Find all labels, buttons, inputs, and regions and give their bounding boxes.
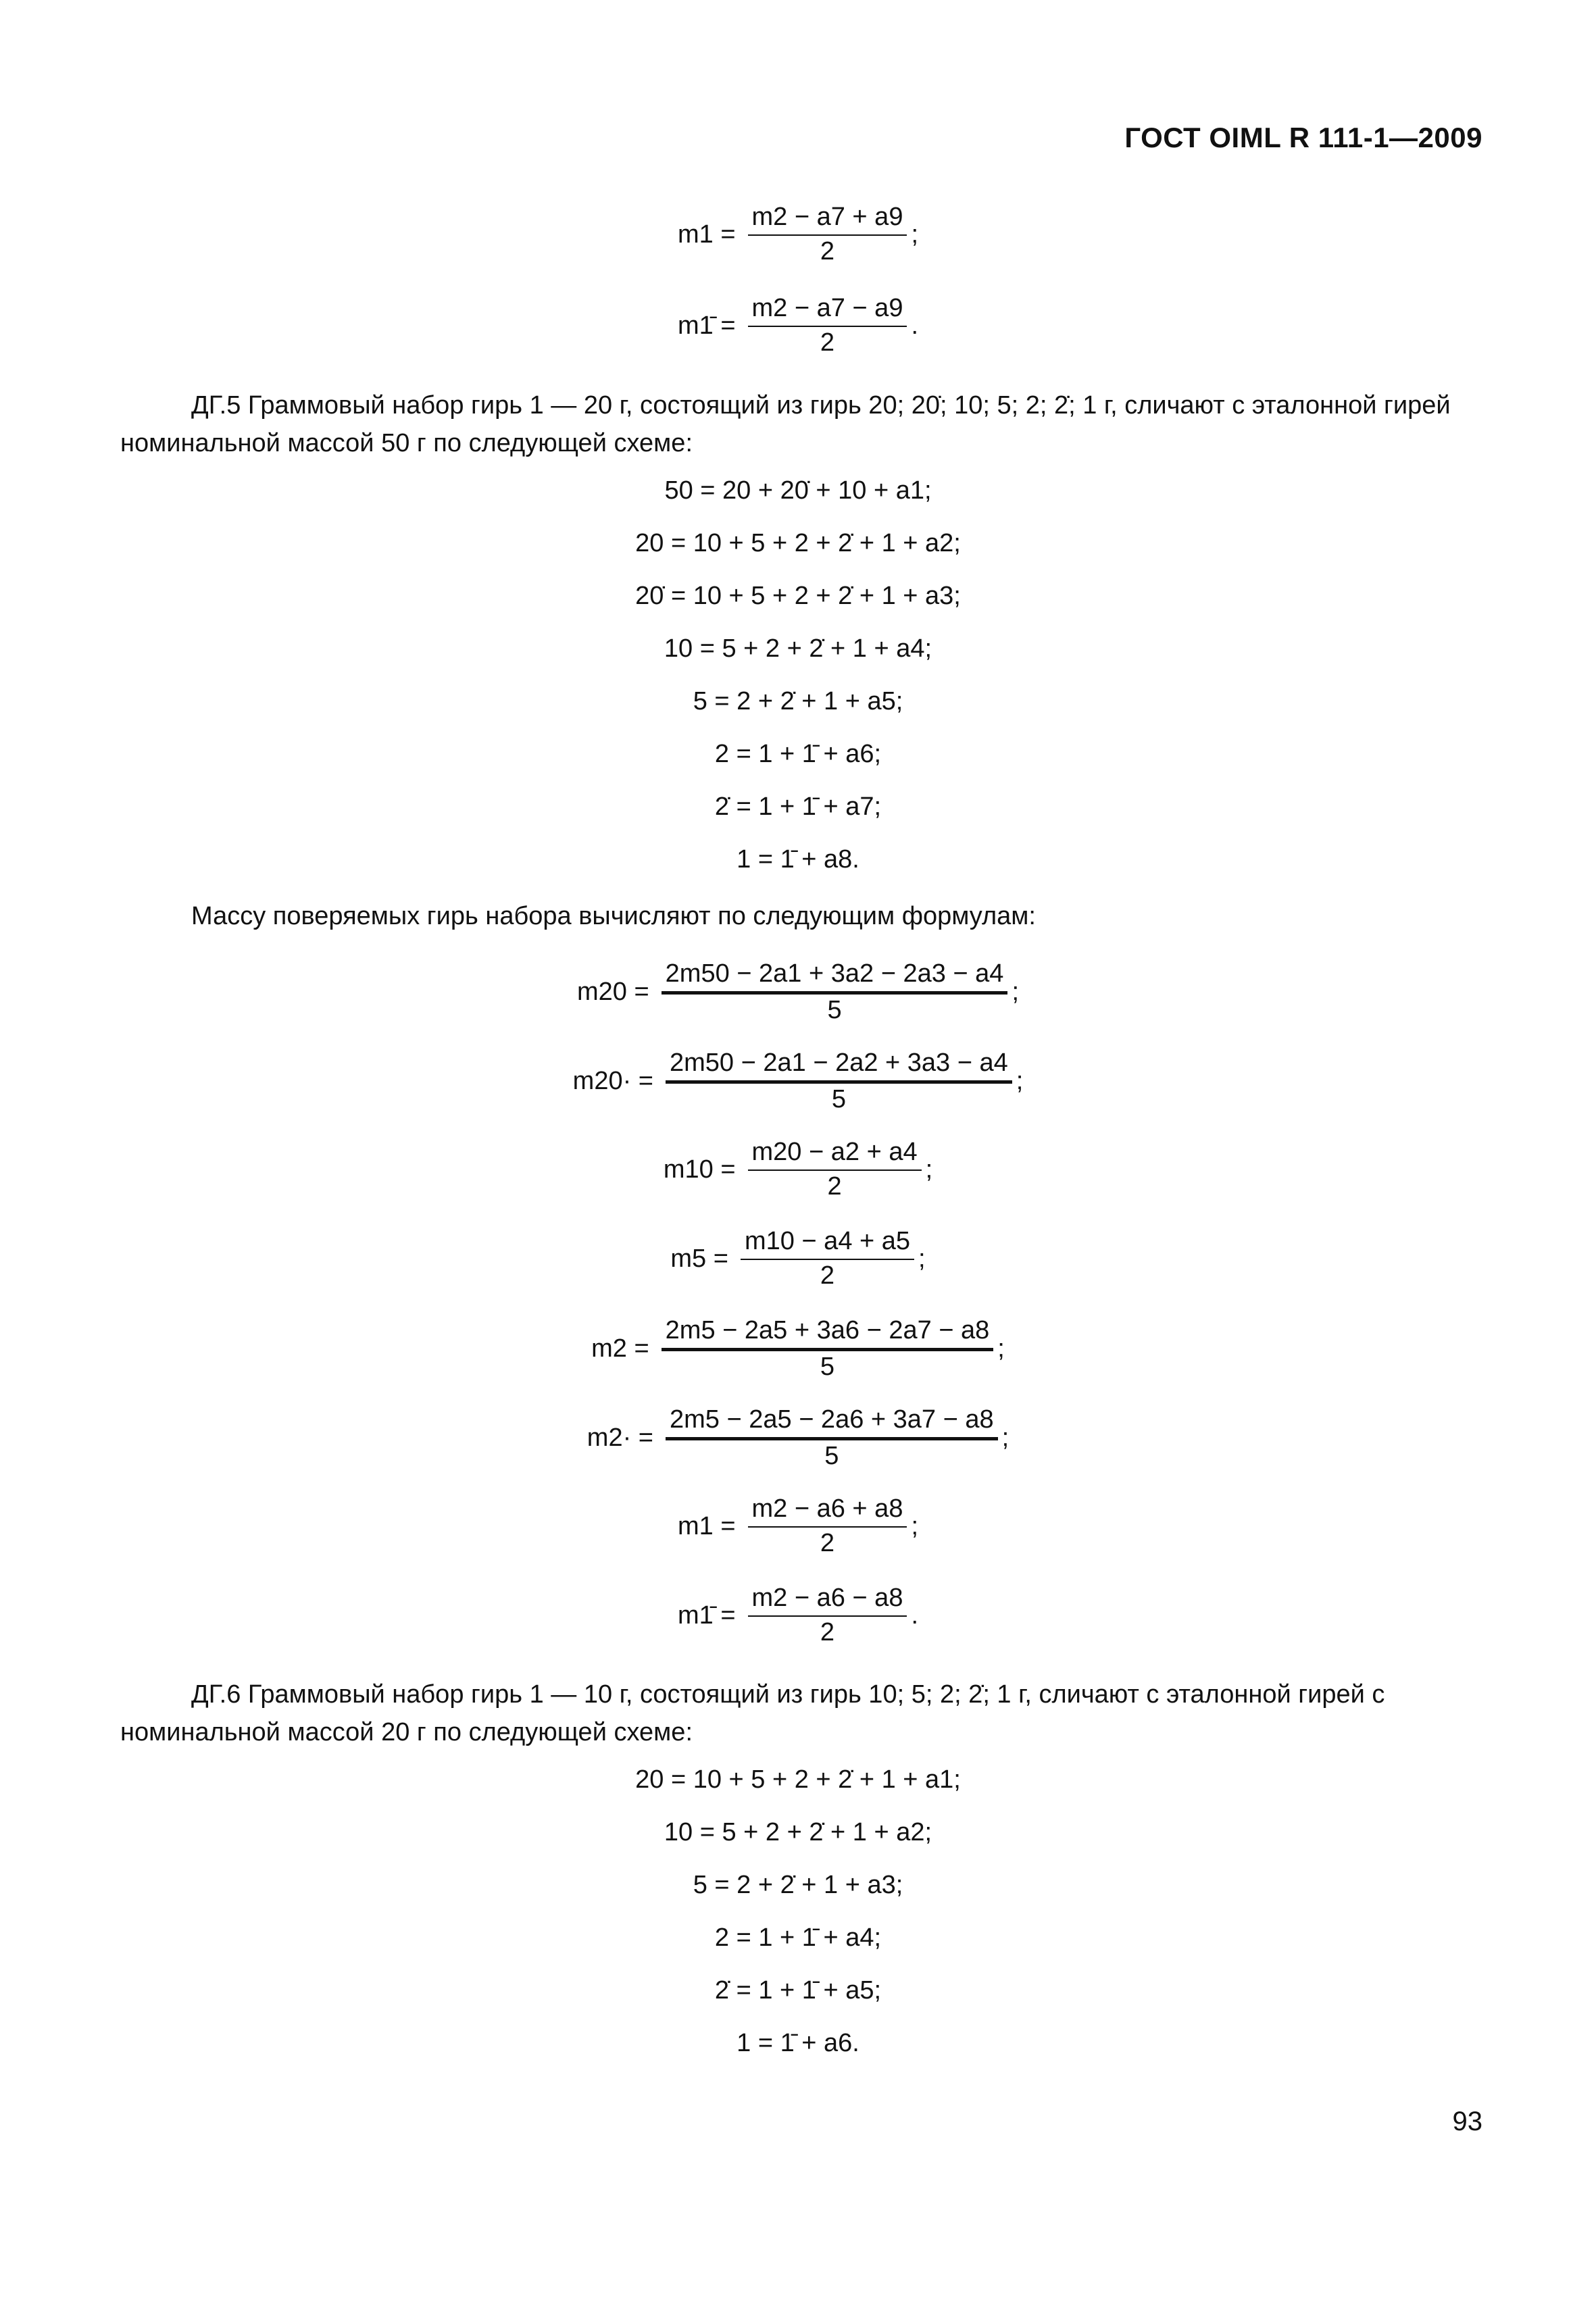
formula-lhs: m2 = [591, 1334, 649, 1363]
scheme-equation: 5 = 2 + 2̇ + 1 + a5; [693, 687, 903, 715]
formula-m1 [0, 203, 1596, 266]
fraction-numerator: m2 − a7 − a9 [748, 294, 907, 327]
scheme-equation: 2 = 1 + 1̄ + a6; [714, 740, 882, 768]
fraction-numerator: 2m50 − 2a1 + 3a2 − 2a3 − a4 [662, 959, 1008, 995]
fraction-numerator: 2m50 − 2a1 − 2a2 + 3a3 − a4 [666, 1049, 1012, 1084]
formula-punct: ; [1016, 1067, 1024, 1095]
formula-punct: . [911, 311, 919, 340]
formula-punct: ; [1012, 978, 1019, 1006]
fraction [748, 294, 907, 357]
document-header: ГОСТ OIML R 111-1—2009 [1124, 122, 1482, 153]
fraction-numerator: 2m5 − 2a5 − 2a6 + 3a7 − a8 [666, 1405, 998, 1440]
fraction-denominator: 5 [831, 1085, 846, 1113]
fraction-denominator: 2 [827, 1172, 842, 1201]
formula-lhs: m20 = [577, 978, 649, 1006]
fraction-denominator: 2 [820, 1261, 835, 1290]
formula-m2 [0, 1316, 1596, 1382]
fraction-denominator: 5 [827, 996, 842, 1024]
fraction-denominator: 5 [824, 1442, 839, 1470]
formula-lhs: m20· = [572, 1067, 653, 1095]
fraction-numerator: m2 − a7 + a9 [748, 203, 907, 236]
formula-m2-dot [0, 1405, 1596, 1471]
scheme-equation: 1 = 1̄ + a6. [737, 2029, 859, 2057]
fraction [748, 1494, 907, 1558]
scheme-equation: 2̇ = 1 + 1̄ + a5; [714, 1976, 882, 2005]
fraction-numerator: m10 − a4 + a5 [741, 1227, 914, 1260]
formula-m1-bar-second [0, 1584, 1596, 1647]
scheme-equation: 10 = 5 + 2 + 2̇ + 1 + a4; [664, 634, 932, 663]
scheme-equation: 20 = 10 + 5 + 2 + 2̇ + 1 + a1; [635, 1765, 961, 1794]
formula-m10 [0, 1138, 1596, 1201]
paragraph-dg6 [120, 1676, 1476, 1751]
page-number: 93 [1452, 2107, 1482, 2136]
formula-punct: . [911, 1601, 919, 1630]
scheme-equation: 5 = 2 + 2̇ + 1 + a3; [693, 1871, 903, 1899]
fraction [666, 1405, 998, 1471]
fraction-denominator: 2 [820, 1618, 835, 1646]
fraction-numerator: m2 − a6 + a8 [748, 1494, 907, 1528]
formula-lhs: m5 = [670, 1244, 728, 1273]
formula-m1-bar [0, 294, 1596, 357]
fraction-numerator: 2m5 − 2a5 + 3a6 − 2a7 − a8 [662, 1316, 994, 1351]
fraction-numerator: m20 − a2 + a4 [748, 1138, 922, 1171]
paragraph-line: ДГ.5 Граммовый набор гирь 1 — 20 г, состоящий из гирь 20; 20̇; 10; 5; 2; 2̇; 1 г, сличают с эталонной гирей [191, 391, 1451, 420]
scheme-equation: 1 = 1̄ + a8. [737, 845, 859, 874]
formula-lhs: m1 = [677, 1511, 736, 1540]
fraction-denominator: 5 [820, 1353, 835, 1381]
fraction [666, 1049, 1012, 1114]
formula-m20 [0, 959, 1596, 1025]
formula-punct: ; [911, 220, 919, 249]
formula-lhs: m10 = [663, 1155, 736, 1184]
fraction [748, 1584, 907, 1647]
scheme-equation: 2 = 1 + 1̄ + a4; [714, 1923, 882, 1952]
formula-punct: ; [918, 1244, 926, 1273]
formula-lhs: m1 = [677, 220, 736, 249]
paragraph-line: ДГ.6 Граммовый набор гирь 1 — 10 г, состоящий из гирь 10; 5; 2; 2̇; 1 г, сличают с эталонной гирей с [191, 1680, 1385, 1709]
formula-lhs: m2· = [587, 1424, 653, 1452]
fraction [748, 1138, 922, 1201]
scheme-equation: 2̇ = 1 + 1̄ + a7; [714, 793, 882, 821]
fraction-denominator: 2 [820, 237, 835, 266]
scheme-equation: 20̇ = 10 + 5 + 2 + 2̇ + 1 + a3; [635, 582, 961, 610]
formula-lhs: m1̄ = [677, 1601, 736, 1630]
scheme-equation: 10 = 5 + 2 + 2̇ + 1 + a2; [664, 1818, 932, 1846]
fraction [662, 959, 1008, 1025]
formula-m20-dot [0, 1049, 1596, 1114]
fraction [748, 203, 907, 266]
paragraph-mass [120, 897, 1476, 935]
paragraph-dg5 [120, 386, 1476, 462]
fraction-numerator: m2 − a6 − a8 [748, 1584, 907, 1617]
scheme-equation: 20 = 10 + 5 + 2 + 2̇ + 1 + a2; [635, 529, 961, 557]
paragraph-line: номинальной массой 50 г по следующей схеме: [120, 429, 693, 457]
formula-punct: ; [925, 1155, 933, 1184]
scheme-equation: 50 = 20 + 20̇ + 10 + a1; [664, 476, 932, 505]
formula-punct: ; [997, 1334, 1005, 1363]
fraction-denominator: 2 [820, 328, 835, 357]
formula-punct: ; [911, 1511, 919, 1540]
fraction-denominator: 2 [820, 1529, 835, 1557]
fraction [741, 1227, 914, 1290]
formula-punct: ; [1001, 1424, 1009, 1452]
fraction [662, 1316, 994, 1382]
formula-lhs: m1̄ = [677, 311, 736, 340]
formula-m5 [0, 1227, 1596, 1290]
formula-m1-second [0, 1494, 1596, 1558]
paragraph-line: номинальной массой 20 г по следующей схеме: [120, 1718, 693, 1746]
paragraph-line: Массу поверяемых гирь набора вычисляют по следующим формулам: [191, 902, 1036, 930]
